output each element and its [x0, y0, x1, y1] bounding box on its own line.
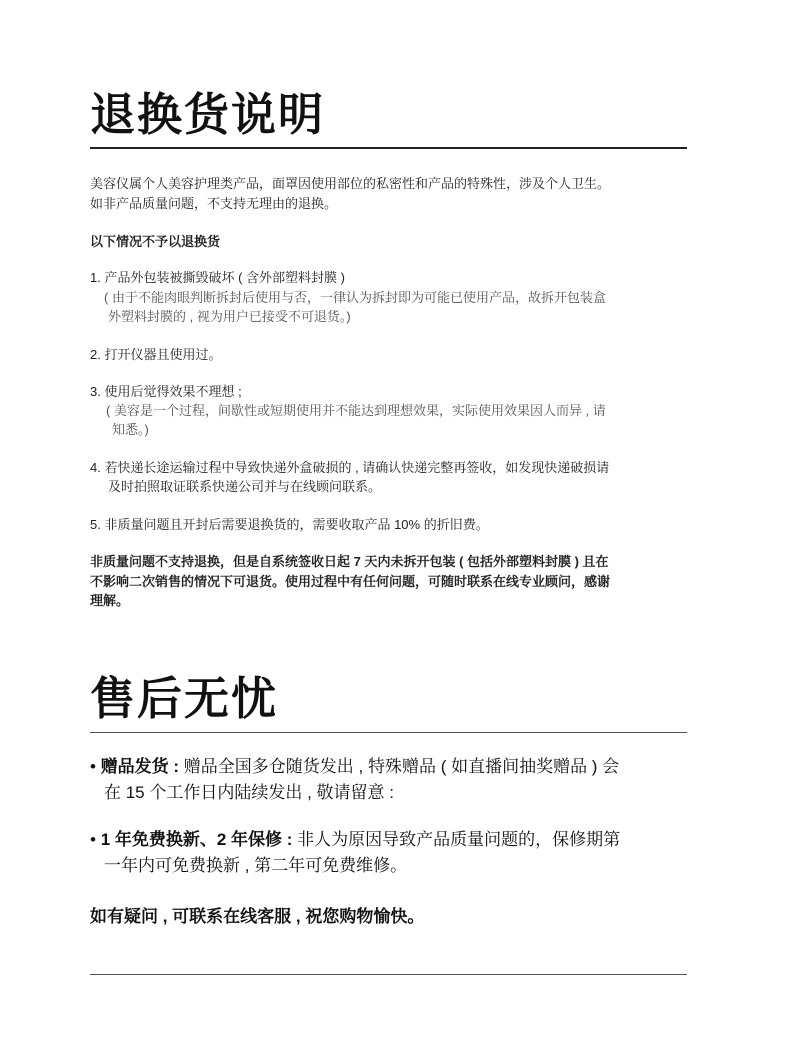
bullet-label: 赠品发货 : [100, 757, 180, 776]
item-3-note-1: ( 美容是一个过程，间歇性或短期使用并不能达到理想效果，实际使用效果因人而异 , 请 [106, 403, 606, 418]
bullet-warranty-line-2: 一年内可免费换新 , 第二年可免费维修。 [104, 856, 408, 875]
notice-line-2: 不影响二次销售的情况下可退货。使用过程中有任何问题，可随时联系在线专业顾问，感谢 [90, 574, 611, 589]
item-2: 2. 打开仪器且使用过。 [90, 347, 222, 362]
item-1: 1. 产品外包装被撕毁破坏 ( 含外部塑料封膜 ) [90, 270, 345, 285]
bullet-dot: • [90, 830, 101, 849]
item-3: 3. 使用后觉得效果不理想 ; [90, 384, 242, 399]
notice-line-3: 理解。 [90, 593, 130, 608]
closing-text: 如有疑问 , 可联系在线客服 , 祝您购物愉快。 [90, 907, 425, 926]
intro-line-1: 美容仪属个人美容护理类产品，面罩因使用部位的私密性和产品的特殊性，涉及个人卫生。 [90, 176, 611, 191]
bullet-text: 非人为原因导致产品质量问题的，保修期第 [292, 830, 621, 849]
item-1-note-1: ( 由于不能肉眼判断拆封后使用与否，一律认为拆封即为可能已使用产品，故拆开包装盒 [104, 290, 606, 305]
item-4-line-2: 及时拍照取证联系快递公司并与在线顾问联系。 [108, 479, 382, 494]
section-title-aftersales: 售后无忧 [90, 673, 279, 724]
intro-line-2: 如非产品质量问题，不支持无理由的退换。 [90, 196, 338, 211]
bullet-label: 1 年免费换新、2 年保修 : [100, 830, 293, 849]
item-5: 5. 非质量问题且开封后需要退换货的，需要收取产品 10% 的折旧费。 [90, 517, 489, 532]
bullet-gifts-line-2: 在 15 个工作日内陆续发出 , 敬请留意 : [104, 783, 394, 802]
subheading: 以下情况不予以退换货 [90, 234, 221, 249]
bullet-warranty [90, 827, 620, 853]
divider [90, 147, 687, 149]
bullet-dot: • [90, 757, 101, 776]
bullet-text: 赠品全国多仓随货发出 , 特殊赠品 ( 如直播间抽奖赠品 ) 会 [179, 757, 620, 776]
item-1-note-2: 外塑料封膜的 , 视为用户已接受不可退货。) [108, 309, 351, 324]
divider [90, 974, 687, 975]
item-3-note-2: 知悉。) [112, 422, 149, 437]
divider [90, 732, 687, 733]
item-4-line-1: 4. 若快递长途运输过程中导致快递外盒破损的 , 请确认快递完整再签收，如发现快递破损请 [90, 460, 610, 475]
notice-line-1: 非质量问题不支持退换，但是自系统签收日起 7 天内未拆开包装 ( 包括外部塑料封膜 ) 且在 [90, 554, 609, 569]
bullet-gifts [90, 754, 619, 780]
section-title-returns: 退换货说明 [90, 89, 326, 140]
